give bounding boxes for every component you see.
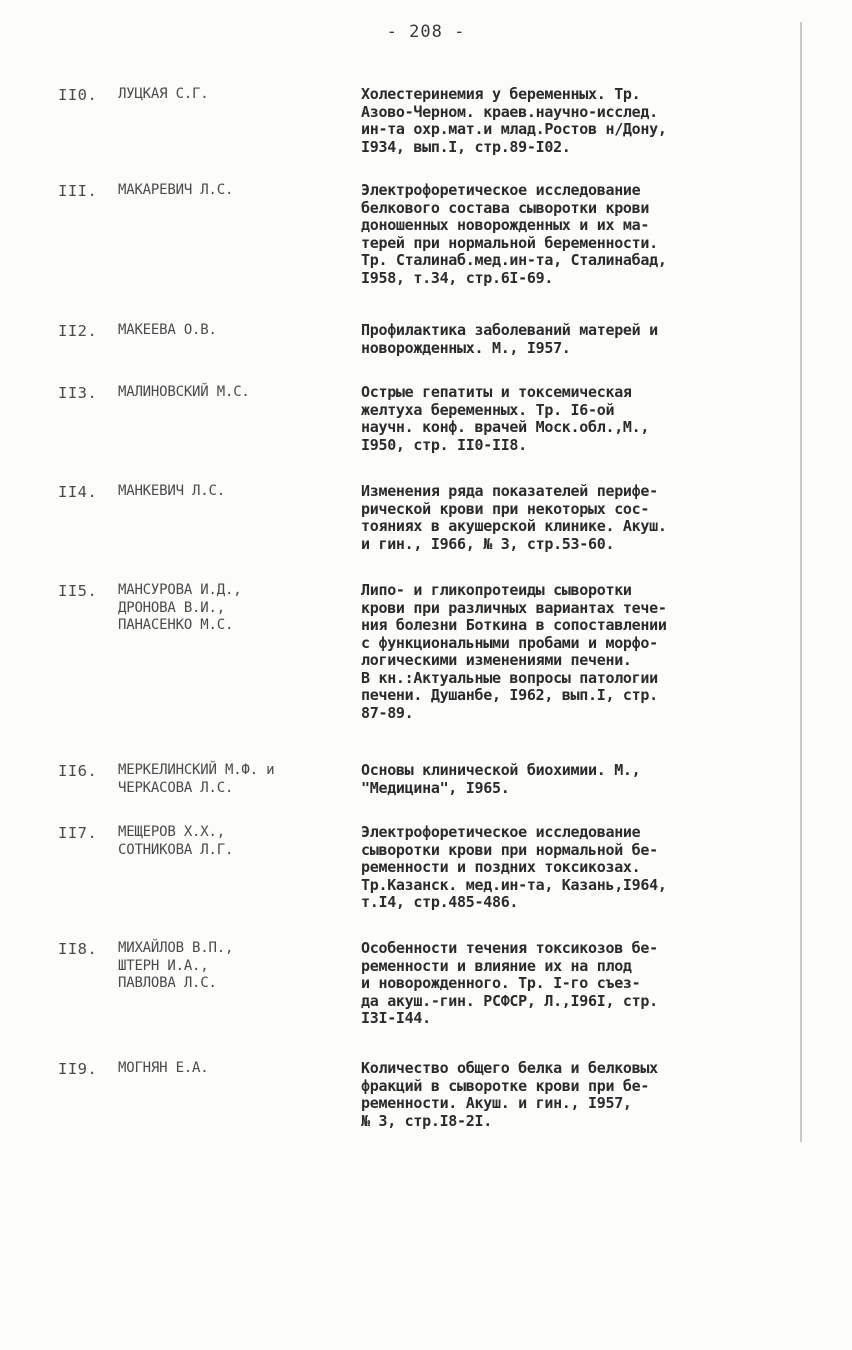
entry-reference	[361, 322, 791, 357]
entry-number: II2.	[58, 322, 98, 340]
entry-number: II0.	[58, 86, 98, 104]
entry-authors	[118, 762, 358, 797]
reference-line: Количество общего белка и белковых	[361, 1059, 658, 1077]
author-line: МАКЕЕВА О.В.	[118, 322, 217, 338]
entry-authors	[118, 384, 358, 402]
entry-authors	[118, 940, 358, 993]
entry-reference	[361, 384, 791, 454]
author-line: МАКАРЕВИЧ Л.С.	[118, 182, 234, 198]
reference-line: Тр. Сталинаб.мед.ин-та, Сталинабад,	[361, 251, 667, 269]
author-line: МЕЩЕРОВ Х.Х.,	[118, 824, 225, 840]
reference-line: ния болезни Боткина в сопоставлении	[361, 616, 667, 634]
reference-line: В кн.:Актуальные вопросы патологии	[361, 668, 658, 687]
author-line: МАНКЕВИЧ Л.С.	[118, 483, 225, 499]
reference-line: Изменения ряда показателей перифе-	[361, 482, 658, 500]
author-line: ШТЕРН И.А.,	[118, 957, 209, 974]
entry-reference	[361, 762, 791, 797]
entry-number: II3.	[58, 384, 98, 402]
reference-line: научн. конф. врачей Моск.обл.,М.,	[361, 418, 650, 436]
entry-number: II5.	[58, 582, 98, 600]
entry-authors	[118, 483, 358, 501]
reference-line: ременности и поздних токсикозах.	[361, 858, 641, 876]
reference-line: Липо- и гликопротеиды сыворотки	[361, 581, 632, 599]
reference-line: фракций в сыворотке крови при бе-	[361, 1076, 650, 1095]
author-line: МОГНЯН Е.А.	[118, 1060, 209, 1076]
entry-authors	[118, 1060, 358, 1078]
author-line: ЧЕРКАСОВА Л.С.	[118, 779, 234, 796]
reference-line: ременности и влияние их на плод	[361, 956, 632, 975]
reference-line: № 3, стр.I8-2I.	[361, 1111, 492, 1130]
entry-reference	[361, 483, 791, 553]
reference-line: Холестеринемия у беременных. Тр.	[361, 85, 641, 103]
author-line: ЛУЦКАЯ С.Г.	[118, 86, 209, 102]
author-line: МАНСУРОВА И.Д.,	[118, 582, 242, 598]
entry-authors	[118, 182, 358, 200]
reference-line: I3I-I44.	[361, 1009, 431, 1027]
entry-number: II6.	[58, 762, 98, 780]
reference-line: ин-та охр.мат.и млад.Ростов н/Дону,	[361, 120, 667, 138]
reference-line: т.I4, стр.485-486.	[361, 893, 519, 911]
reference-line: новорожденных. М., I957.	[361, 338, 571, 357]
page-number: - 208 -	[386, 22, 466, 42]
entry-reference	[361, 182, 791, 287]
entry-reference	[361, 582, 791, 722]
reference-line: логическими изменениями печени.	[361, 651, 632, 669]
reference-line: Основы клинической биохимии. М.,	[361, 761, 641, 779]
author-line: СОТНИКОВА Л.Г.	[118, 841, 234, 858]
reference-line: Особенности течения токсикозов бе-	[361, 939, 658, 957]
entry-number: II7.	[58, 824, 98, 842]
reference-line: 87-89.	[361, 703, 414, 722]
reference-line: "Медицина", I965.	[361, 778, 510, 797]
reference-line: рической крови при некоторых сос-	[361, 499, 650, 518]
author-line: МИХАЙЛОВ В.П.,	[118, 940, 234, 956]
reference-line: с функциональными пробами и морфо-	[361, 633, 658, 652]
entry-authors	[118, 86, 358, 104]
reference-line: крови при различных вариантах тече-	[361, 598, 667, 617]
reference-line: ременности. Акуш. и гин., I957,	[361, 1094, 632, 1112]
reference-line: да акуш.-гин. РСФСР, Л.,I96I, стр.	[361, 991, 658, 1010]
entry-reference	[361, 824, 791, 912]
reference-line: и гин., I966, № 3, стр.53-60.	[361, 534, 615, 553]
author-line: МЕРКЕЛИНСКИЙ М.Ф. и	[118, 762, 275, 778]
entry-number: II8.	[58, 940, 98, 958]
reference-line: Азово-Черном. краев.научно-исслед.	[361, 102, 658, 121]
reference-line: I958, т.34, стр.6I-69.	[361, 268, 554, 287]
author-line: МАЛИНОВСКИЙ М.С.	[118, 384, 250, 400]
entry-reference	[361, 86, 791, 156]
reference-line: Острые гепатиты и токсемическая	[361, 383, 632, 401]
reference-line: белкового состава сыворотки крови	[361, 198, 650, 217]
reference-line: сыворотки крови при нормальной бе-	[361, 840, 658, 859]
author-line: ДРОНОВА В.И.,	[118, 599, 225, 616]
entry-authors	[118, 322, 358, 340]
reference-line: терей при нормальной беременности.	[361, 233, 658, 252]
entry-number: II9.	[58, 1060, 98, 1078]
entry-number: III.	[58, 182, 98, 200]
reference-line: Электрофоретическое исследование	[361, 823, 641, 841]
reference-line: доношенных новорожденных и их ма-	[361, 216, 650, 234]
entry-authors	[118, 582, 358, 635]
reference-line: I934, вып.I, стр.89-I02.	[361, 137, 571, 156]
reference-line: Электрофоретическое исследование	[361, 181, 641, 199]
entry-authors	[118, 824, 358, 859]
entry-reference	[361, 940, 791, 1028]
reference-line: I950, стр. II0-II8.	[361, 435, 527, 454]
author-line: ПАНАСЕНКО М.С.	[118, 617, 234, 633]
reference-line: печени. Душанбе, I962, вып.I, стр.	[361, 686, 658, 704]
reference-line: Профилактика заболеваний матерей и	[361, 321, 658, 339]
page-edge-rule	[800, 22, 802, 1142]
entry-reference	[361, 1060, 791, 1130]
reference-line: тояниях в акушерской клинике. Акуш.	[361, 517, 667, 535]
reference-line: желтуха беременных. Тр. I6-ой	[361, 400, 615, 419]
reference-line: Тр.Казанск. мед.ин-та, Казань,I964,	[361, 875, 667, 894]
author-line: ПАВЛОВА Л.С.	[118, 975, 217, 991]
entry-number: II4.	[58, 483, 98, 501]
reference-line: и новорожденного. Тр. I-го съез-	[361, 974, 641, 992]
